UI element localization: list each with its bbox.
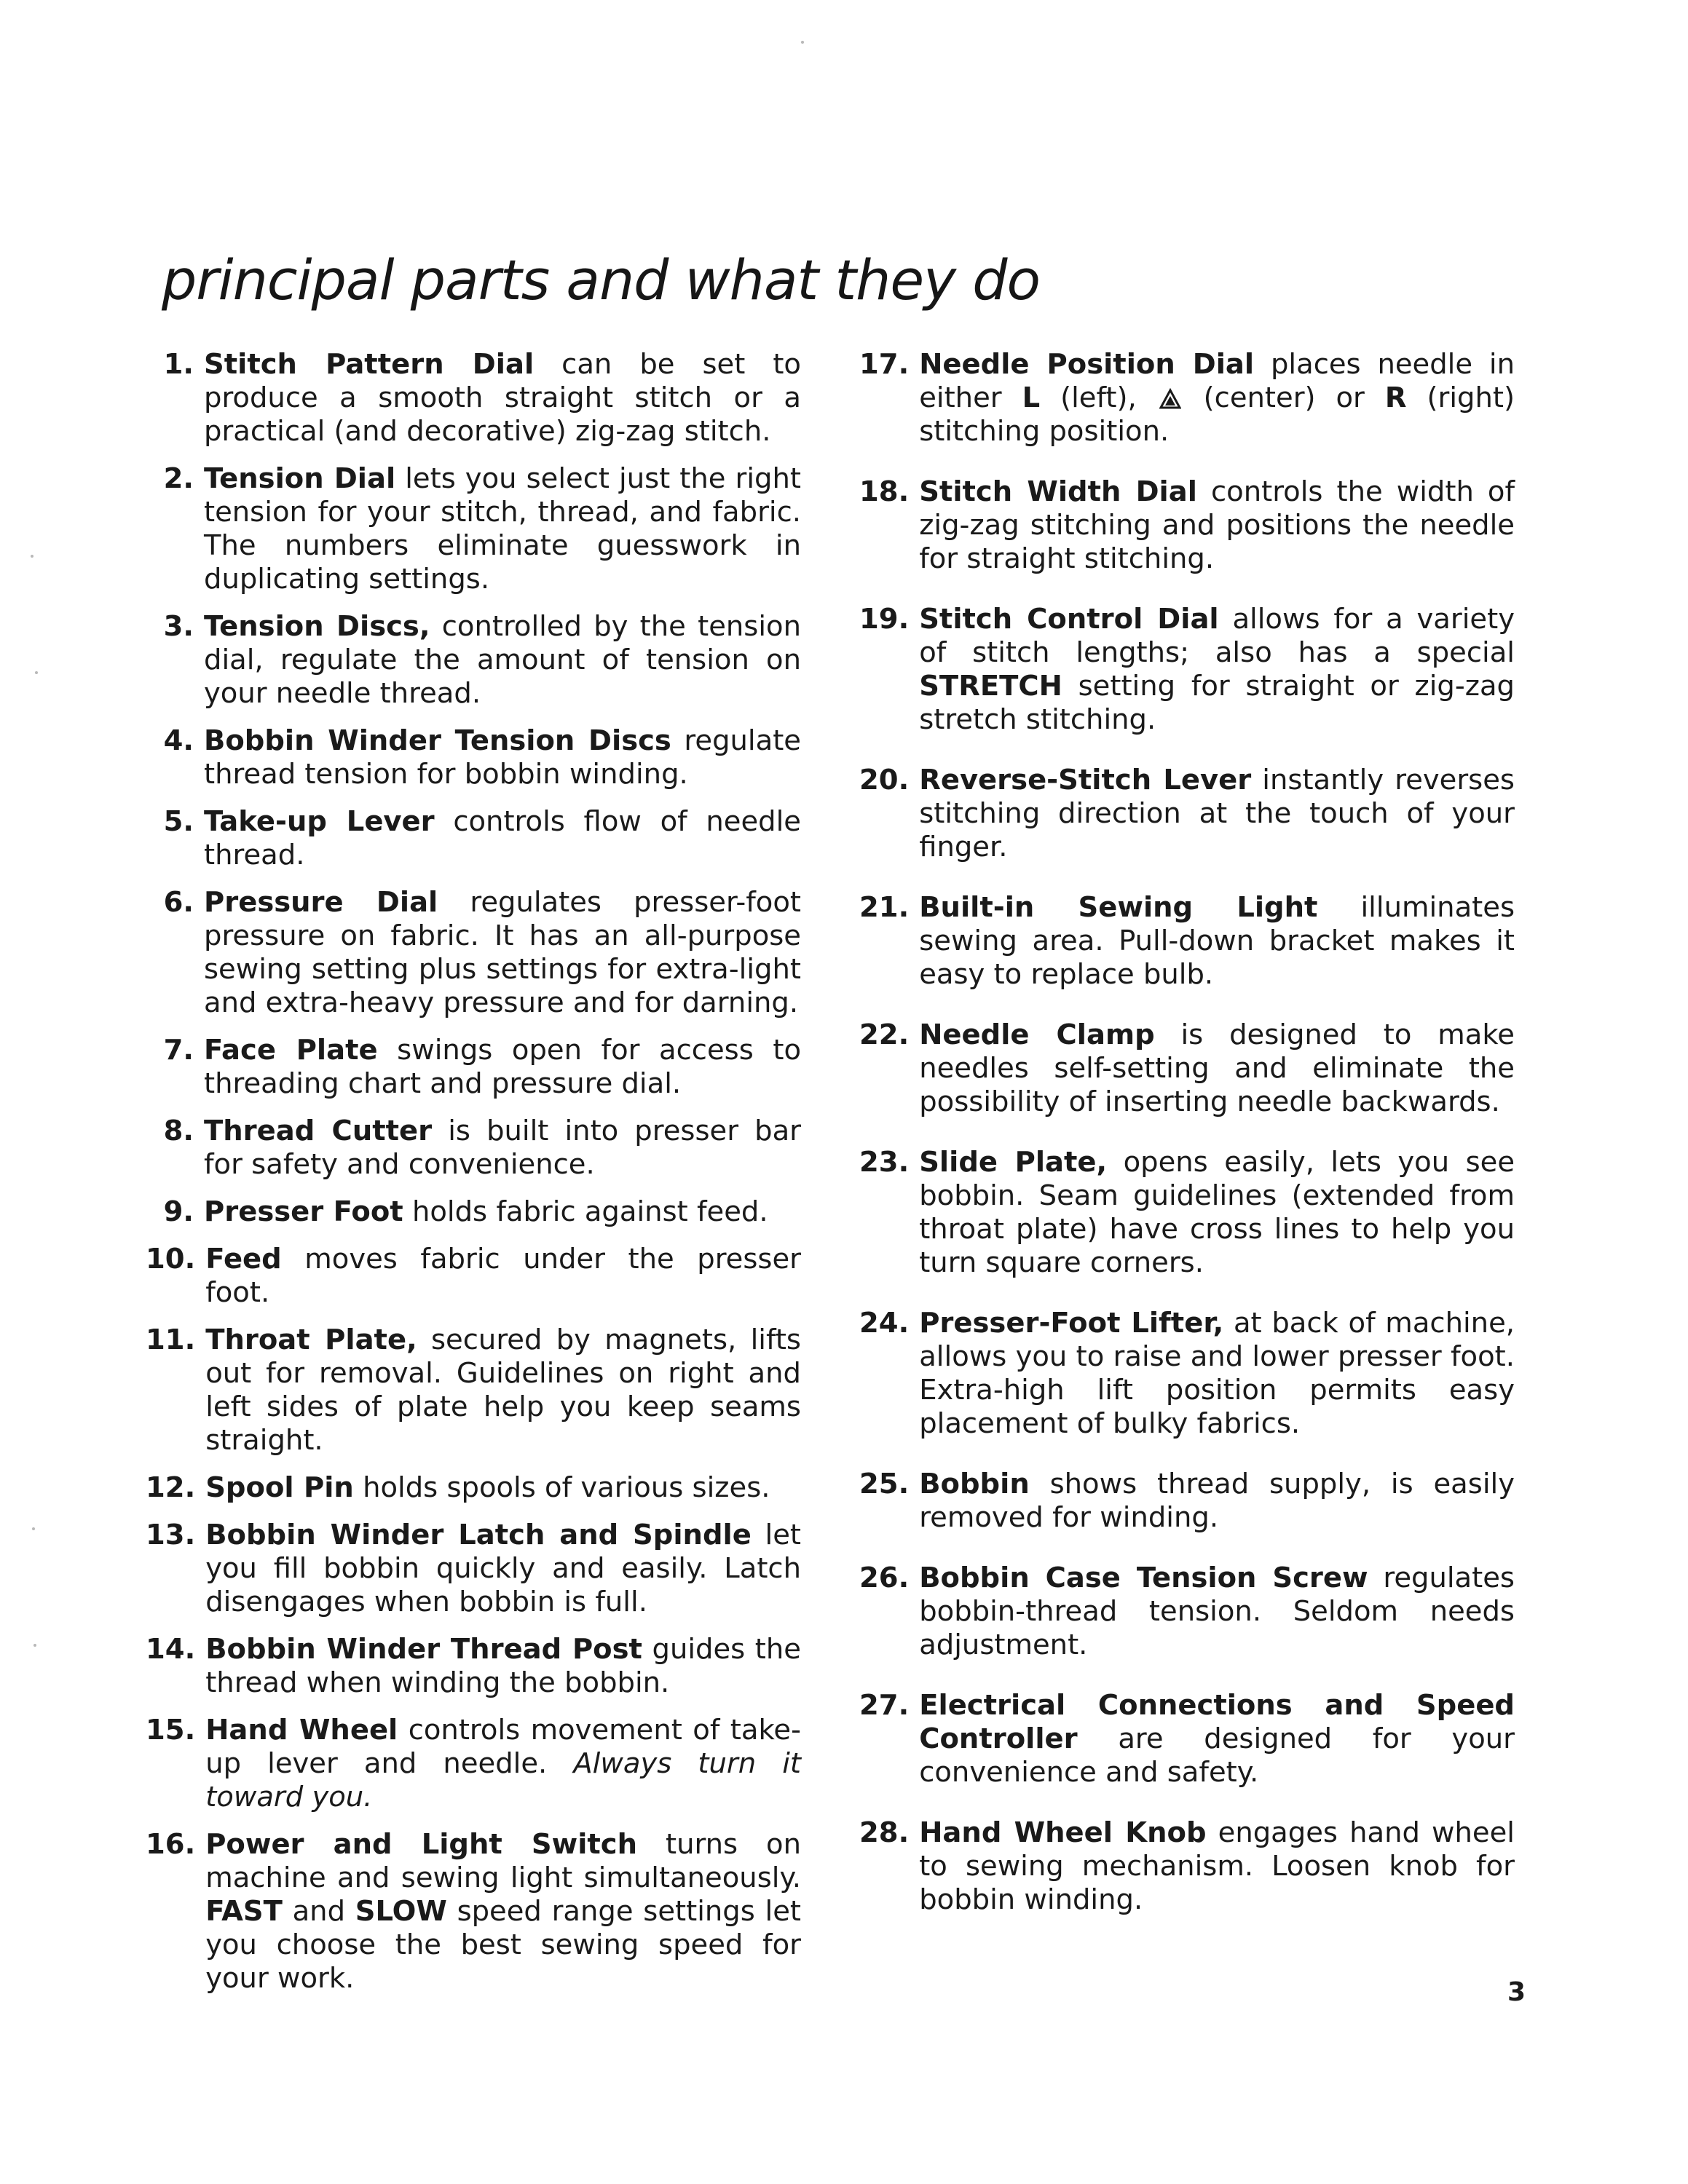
part-item-22: [859, 1018, 1515, 1119]
parts-list-right-column: [859, 348, 1515, 1944]
item-number: 5.: [163, 805, 194, 838]
item-description: [919, 603, 1515, 737]
item-number: 2.: [163, 462, 194, 495]
part-name: Bobbin Winder Latch and Spindle: [205, 1519, 752, 1551]
item-number: 8.: [163, 1115, 194, 1147]
scan-speck: [35, 671, 38, 674]
part-name: Throat Plate,: [205, 1324, 417, 1356]
item-number: 10.: [146, 1243, 196, 1275]
part-text: can be set to produce a smooth straight stitch or a practical (and decorative) zig-zag stitch.: [204, 348, 801, 448]
item-number: 3.: [163, 610, 194, 643]
part-text: setting for straight or zig-zag stretch stitching.: [919, 670, 1515, 736]
part-name: Presser-Foot Lifter,: [919, 1307, 1224, 1340]
item-number: 12.: [146, 1471, 196, 1504]
part-text: and: [282, 1895, 355, 1928]
part-item-27: [859, 1689, 1515, 1789]
item-number: 22.: [859, 1018, 910, 1051]
item-description: [205, 1714, 801, 1814]
part-item-28: [859, 1816, 1515, 1917]
item-description: [204, 1034, 801, 1101]
part-item-10: [146, 1243, 801, 1310]
item-number: 17.: [859, 348, 910, 381]
part-name: Bobbin Winder Tension Discs: [204, 724, 671, 757]
part-name: Tension Dial: [204, 462, 396, 495]
scan-speck: [801, 41, 804, 44]
part-text: secured by magnets, lifts out for removal. Guidelines on right and left sides of plate help you keep seams straight.: [205, 1324, 801, 1457]
part-item-1: [146, 348, 801, 448]
center-position-icon: [1157, 381, 1183, 415]
part-text: (center) or: [1183, 381, 1385, 414]
part-text: illuminates sewing area. Pull-down bracket makes it easy to replace bulb.: [919, 891, 1515, 991]
part-text: shows thread supply, is easily removed for winding.: [919, 1468, 1515, 1534]
part-text: regulate thread tension for bobbin winding.: [204, 724, 801, 791]
item-description: [204, 805, 801, 872]
item-description: [919, 348, 1515, 448]
part-item-6: [146, 886, 801, 1020]
part-name: Reverse-Stitch Lever: [919, 764, 1252, 796]
part-name: Face Plate: [204, 1034, 378, 1067]
part-name: Spool Pin: [205, 1471, 354, 1504]
part-item-26: [859, 1562, 1515, 1662]
item-number: 21.: [859, 891, 910, 924]
position-left-letter: L: [1022, 381, 1041, 414]
item-description: [204, 348, 801, 448]
item-number: 28.: [859, 1816, 910, 1849]
part-text: is designed to make needles self-setting and eliminate the possibility of inserting needle backwards.: [919, 1018, 1515, 1118]
part-text: lets you select just the right tension for your stitch, thread, and fabric. The numbers eliminate guesswork in duplicating settings.: [204, 462, 801, 596]
item-description: [204, 610, 801, 711]
part-text: controls flow of needle thread.: [204, 805, 801, 871]
part-text: swings open for access to threading chart and pressure dial.: [204, 1034, 801, 1100]
part-item-18: [859, 475, 1515, 576]
item-number: 7.: [163, 1034, 194, 1067]
part-name: Needle Clamp: [919, 1018, 1155, 1051]
part-item-11: [146, 1324, 801, 1457]
part-item-23: [859, 1146, 1515, 1280]
part-text: moves fabric under the presser foot.: [205, 1243, 801, 1309]
part-text-emphasis: Always turn it toward you.: [205, 1747, 801, 1813]
part-name: Stitch Pattern Dial: [204, 348, 535, 381]
item-description: [919, 475, 1515, 576]
part-text: instantly reverses stitching direction at the touch of your finger.: [919, 764, 1515, 863]
part-name: Pressure Dial: [204, 886, 438, 919]
item-number: 13.: [146, 1519, 196, 1551]
part-item-5: [146, 805, 801, 872]
part-item-8: [146, 1115, 801, 1182]
part-item-20: [859, 764, 1515, 864]
item-number: 19.: [859, 603, 910, 636]
part-text: turns on machine and sewing light simultaneously.: [205, 1828, 801, 1894]
part-item-13: [146, 1519, 801, 1619]
item-number: 27.: [859, 1689, 910, 1722]
part-name: Tension Discs,: [204, 610, 430, 643]
part-text: is built into presser bar for safety and convenience.: [204, 1115, 801, 1181]
part-text: holds spools of various sizes.: [353, 1471, 770, 1504]
part-name: Built-in Sewing Light: [919, 891, 1318, 924]
item-number: 20.: [859, 764, 910, 796]
position-right-letter: R: [1384, 381, 1407, 414]
part-name: Bobbin Winder Thread Post: [205, 1633, 642, 1666]
stretch-setting: STRETCH: [919, 670, 1062, 703]
part-text: (right) stitching position.: [919, 381, 1515, 448]
item-number: 6.: [163, 886, 194, 919]
item-description: [205, 1519, 801, 1619]
part-name: Stitch Control Dial: [919, 603, 1219, 636]
part-item-2: [146, 462, 801, 596]
scan-speck: [31, 555, 33, 558]
item-number: 9.: [163, 1195, 194, 1228]
item-number: 14.: [146, 1633, 196, 1666]
part-name: Take-up Lever: [204, 805, 435, 838]
part-name: Electrical Connections and Speed Controller: [919, 1689, 1515, 1755]
part-item-3: [146, 610, 801, 711]
part-item-17: [859, 348, 1515, 448]
part-name: Thread Cutter: [204, 1115, 433, 1147]
speed-setting-fast: FAST: [205, 1895, 283, 1928]
part-text: allows for a variety of stitch lengths; also has a special: [919, 603, 1515, 669]
part-name: Power and Light Switch: [205, 1828, 638, 1861]
scan-speck: [32, 1527, 35, 1530]
item-number: 26.: [859, 1562, 910, 1594]
item-description: [919, 1562, 1515, 1662]
scan-speck: [33, 1644, 36, 1647]
item-number: 25.: [859, 1468, 910, 1500]
part-item-15: [146, 1714, 801, 1814]
part-item-14: [146, 1633, 801, 1700]
part-name: Needle Position Dial: [919, 348, 1255, 381]
part-text: speed range settings let you choose the best sewing speed for your work.: [205, 1895, 801, 1995]
item-description: [919, 1816, 1515, 1917]
item-description: [919, 764, 1515, 864]
item-description: [919, 891, 1515, 992]
part-text: controls movement of take-up lever and needle.: [205, 1714, 801, 1780]
part-text: controls the width of zig-zag stitching and positions the needle for straight stitching.: [919, 475, 1515, 575]
item-description: [205, 1324, 801, 1457]
part-name: Presser Foot: [204, 1195, 403, 1228]
item-number: 15.: [146, 1714, 196, 1746]
item-description: [204, 886, 801, 1020]
item-description: [205, 1633, 801, 1700]
part-text: at back of machine, allows you to raise and lower presser foot. Extra-high lift position permits easy placement of bulky fabrics.: [919, 1307, 1515, 1440]
part-text: opens easily, lets you see bobbin. Seam guidelines (extended from throat plate) have cross lines to help you turn square corners.: [919, 1146, 1515, 1279]
part-text: let you fill bobbin quickly and easily. Latch disengages when bobbin is full.: [205, 1519, 802, 1618]
part-item-7: [146, 1034, 801, 1101]
part-name: Slide Plate,: [919, 1146, 1108, 1179]
part-text: places needle in either: [919, 348, 1515, 414]
page-number: 3: [1507, 1977, 1526, 2007]
item-description: [919, 1146, 1515, 1280]
part-name: Hand Wheel: [205, 1714, 398, 1746]
part-item-21: [859, 891, 1515, 992]
part-item-4: [146, 724, 801, 791]
item-number: 23.: [859, 1146, 910, 1179]
item-description: [204, 1195, 801, 1229]
part-name: Bobbin: [919, 1468, 1030, 1500]
item-description: [919, 1018, 1515, 1119]
item-number: 16.: [146, 1828, 196, 1861]
item-description: [205, 1471, 801, 1505]
item-description: [205, 1243, 801, 1310]
item-description: [205, 1828, 801, 1995]
item-description: [204, 462, 801, 596]
part-item-24: [859, 1307, 1515, 1441]
part-text: holds fabric against feed.: [403, 1195, 768, 1228]
item-description: [919, 1468, 1515, 1535]
part-item-12: [146, 1471, 801, 1505]
part-text: (left),: [1040, 381, 1157, 414]
item-description: [204, 724, 801, 791]
part-item-25: [859, 1468, 1515, 1535]
item-description: [919, 1689, 1515, 1789]
part-name: Bobbin Case Tension Screw: [919, 1562, 1368, 1594]
part-name: Hand Wheel Knob: [919, 1816, 1207, 1849]
item-description: [204, 1115, 801, 1182]
part-text: engages hand wheel to sewing mechanism. Loosen knob for bobbin winding.: [919, 1816, 1515, 1916]
item-description: [919, 1307, 1515, 1441]
part-text: regulates presser-foot pressure on fabric. It has an all-purpose sewing setting plus settings for extra-light and extra-heavy pressure and for darning.: [204, 886, 802, 1019]
part-text: are designed for your convenience and safety.: [919, 1722, 1515, 1789]
item-number: 18.: [859, 475, 910, 508]
part-text: regulates bobbin-thread tension. Seldom needs adjustment.: [919, 1562, 1515, 1661]
item-number: 11.: [146, 1324, 196, 1356]
page-title: principal parts and what they do: [162, 248, 1040, 312]
speed-setting-slow: SLOW: [355, 1895, 447, 1928]
item-number: 24.: [859, 1307, 910, 1340]
part-item-16: [146, 1828, 801, 1995]
item-number: 4.: [163, 724, 194, 757]
item-number: 1.: [163, 348, 194, 381]
part-name: Feed: [205, 1243, 282, 1275]
part-text: controlled by the tension dial, regulate the amount of tension on your needle thread.: [204, 610, 801, 710]
part-item-19: [859, 603, 1515, 737]
part-name: Stitch Width Dial: [919, 475, 1197, 508]
part-text: guides the thread when winding the bobbin.: [205, 1633, 801, 1699]
part-item-9: [146, 1195, 801, 1229]
parts-list-left-column: [146, 348, 801, 2009]
